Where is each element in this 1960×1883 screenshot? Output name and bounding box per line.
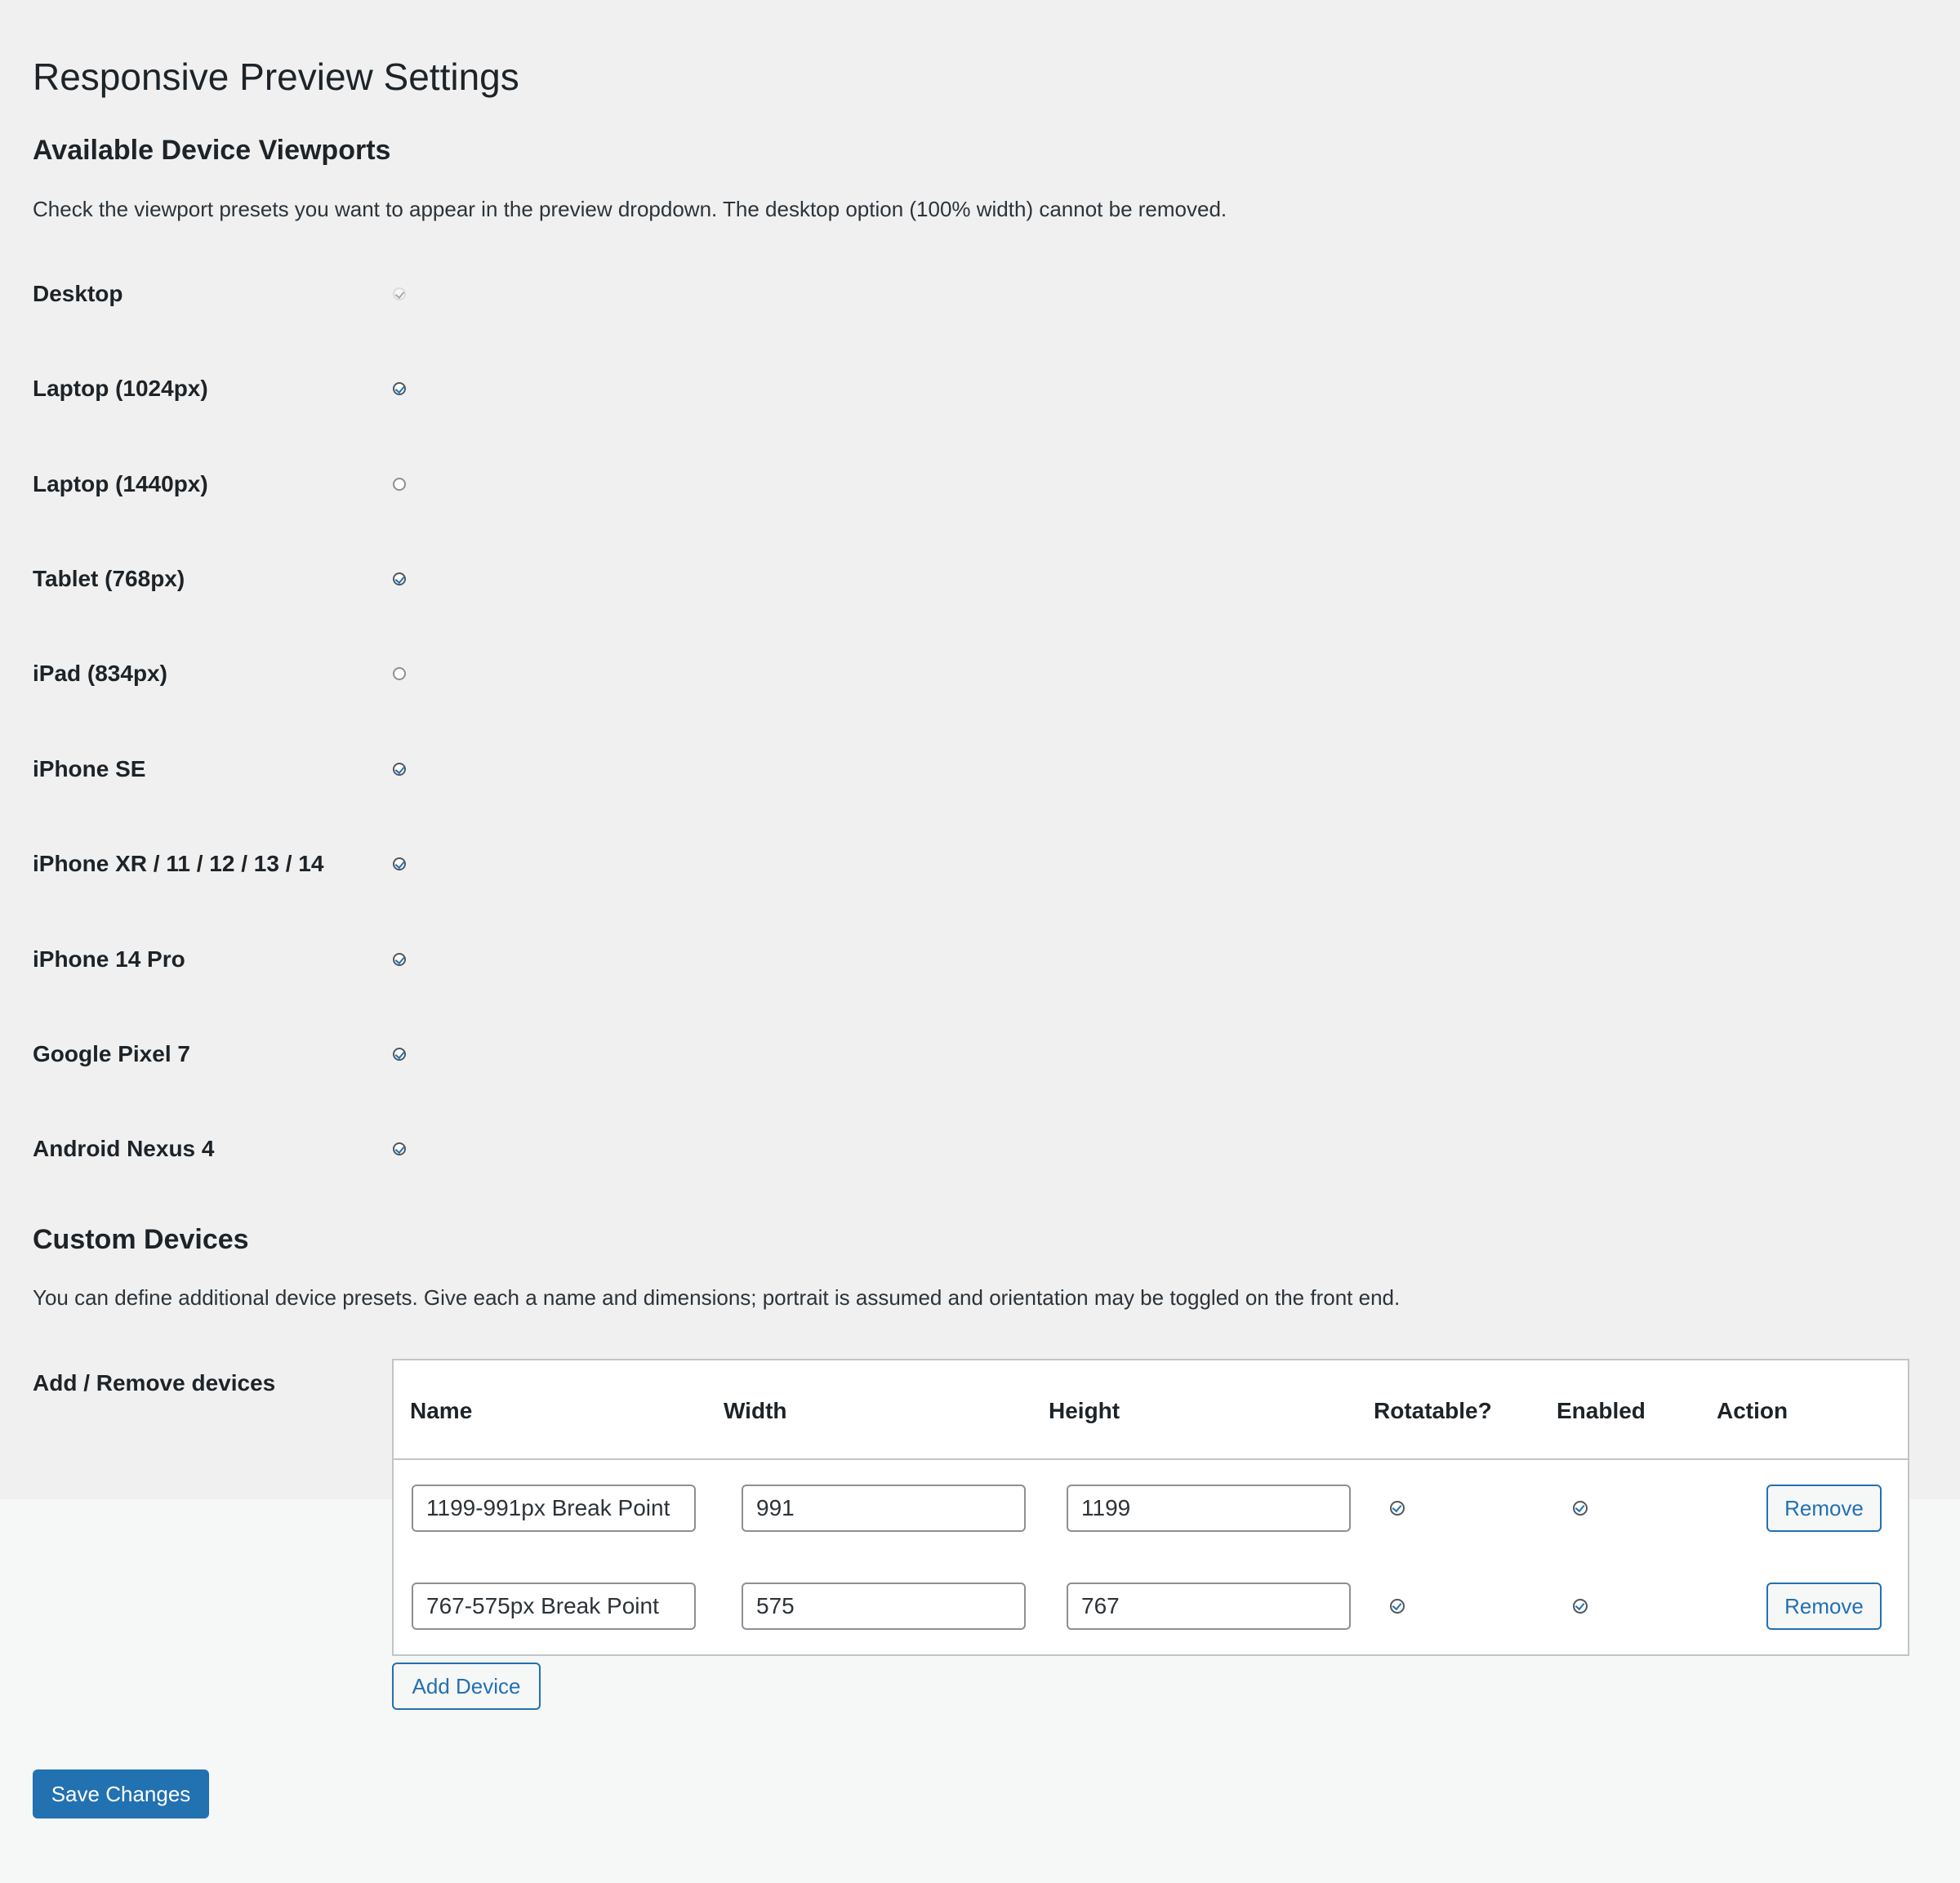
viewport-row-laptop-1024 (33, 372, 523, 405)
device-enabled-checkbox[interactable] (1573, 1599, 1588, 1614)
viewport-row-iphone-xr (33, 848, 523, 880)
remove-device-button[interactable]: Remove (1766, 1485, 1882, 1532)
viewport-row-tablet-768 (33, 563, 523, 595)
viewport-label: Desktop (33, 281, 123, 306)
viewport-label: Tablet (768px) (33, 566, 185, 591)
page-title: Responsive Preview Settings (33, 56, 519, 98)
viewport-checkbox-iphone-14-pro[interactable] (393, 953, 406, 966)
viewport-row-desktop (33, 278, 523, 310)
column-header-height: Height (1049, 1398, 1120, 1423)
viewports-section-description: Check the viewport presets you want to appear in the preview dropdown. The desktop option (100% width) cannot be removed. (33, 197, 1227, 221)
custom-devices-table (392, 1359, 1909, 1656)
viewport-checkbox-laptop-1024[interactable] (393, 382, 406, 395)
viewport-label: Google Pixel 7 (33, 1041, 190, 1066)
table-header-divider (394, 1458, 1908, 1460)
viewport-checkbox-iphone-se[interactable] (393, 763, 406, 776)
viewports-section-title: Available Device Viewports (33, 135, 391, 166)
viewport-checkbox-iphone-xr[interactable] (393, 857, 406, 870)
device-name-input[interactable]: 767-575px Break Point (412, 1583, 696, 1630)
device-rotatable-checkbox[interactable] (1390, 1501, 1405, 1516)
viewport-label: iPhone XR / 11 / 12 / 13 / 14 (33, 851, 324, 876)
device-name-input[interactable]: 1199-991px Break Point (412, 1485, 696, 1532)
custom-devices-section-description: You can define additional device presets. Give each a name and dimensions; portrait is assumed and orientation may be toggled on the front end. (33, 1285, 1401, 1310)
device-height-input[interactable]: 1199 (1067, 1485, 1351, 1532)
viewport-row-iphone-14-pro (33, 943, 523, 976)
save-changes-button[interactable]: Save Changes (33, 1769, 209, 1818)
column-header-width: Width (724, 1398, 787, 1423)
device-rotatable-checkbox[interactable] (1390, 1599, 1405, 1614)
viewport-row-laptop-1440 (33, 468, 523, 501)
viewport-label: Laptop (1440px) (33, 471, 208, 496)
custom-devices-section-title: Custom Devices (33, 1224, 249, 1255)
remove-device-button[interactable]: Remove (1766, 1583, 1882, 1630)
viewport-label: iPhone 14 Pro (33, 946, 185, 972)
viewport-row-ipad-834 (33, 657, 523, 690)
viewport-row-google-pixel-7 (33, 1038, 523, 1071)
viewport-row-android-nexus-4 (33, 1133, 523, 1165)
device-enabled-checkbox[interactable] (1573, 1501, 1588, 1516)
viewport-checkbox-ipad-834[interactable] (393, 667, 406, 680)
viewport-checkbox-desktop[interactable] (393, 287, 406, 300)
device-width-input[interactable]: 991 (742, 1485, 1026, 1532)
viewport-label: iPhone SE (33, 756, 146, 781)
viewport-label: Android Nexus 4 (33, 1136, 215, 1161)
column-header-action: Action (1717, 1398, 1788, 1423)
column-header-name: Name (410, 1398, 473, 1423)
device-height-input[interactable]: 767 (1067, 1583, 1351, 1630)
viewport-label: Laptop (1024px) (33, 376, 208, 401)
viewport-checkbox-google-pixel-7[interactable] (393, 1048, 406, 1061)
viewport-row-iphone-se (33, 753, 523, 786)
add-remove-devices-label: Add / Remove devices (33, 1370, 276, 1396)
device-width-input[interactable]: 575 (742, 1583, 1026, 1630)
viewport-label: iPad (834px) (33, 661, 167, 686)
add-device-button[interactable]: Add Device (392, 1663, 541, 1710)
viewport-checkbox-laptop-1440[interactable] (393, 478, 406, 491)
column-header-rotatable: Rotatable? (1374, 1398, 1492, 1423)
column-header-enabled: Enabled (1557, 1398, 1646, 1423)
viewport-checkbox-android-nexus-4[interactable] (393, 1142, 406, 1155)
viewport-checkbox-tablet-768[interactable] (393, 572, 406, 585)
